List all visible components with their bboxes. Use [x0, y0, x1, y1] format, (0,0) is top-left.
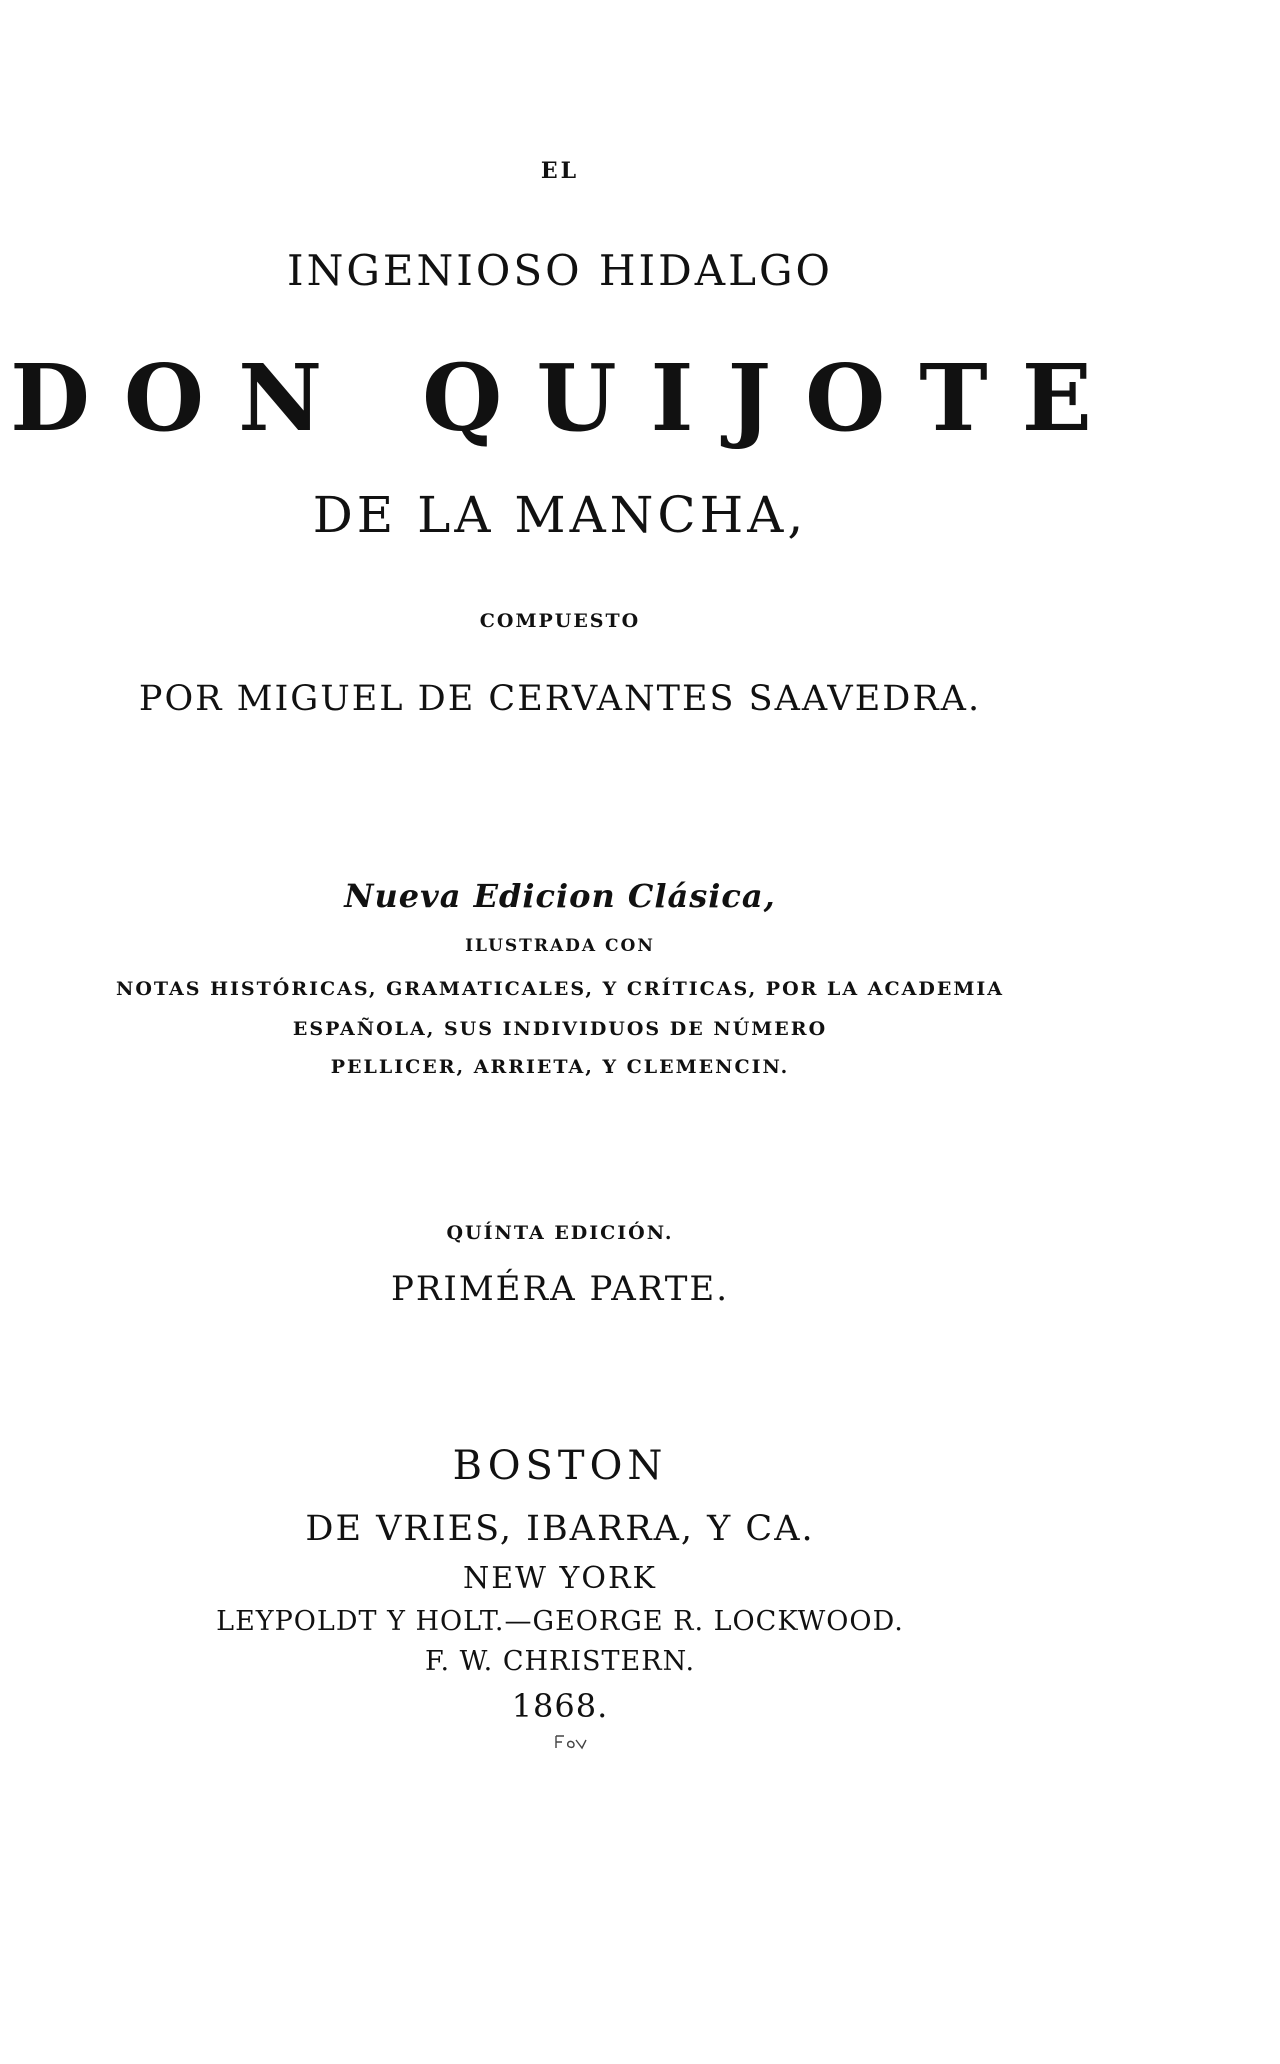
city-boston: BOSTON	[452, 1443, 668, 1489]
co-publishers-line: LEYPOLDT Y HOLT.—GEORGE R. LOCKWOOD.	[216, 1606, 904, 1637]
compuesto-label: COMPUESTO	[479, 610, 641, 632]
main-title-don-quijote: DON QUIJOTE	[10, 344, 1126, 452]
edition-number: QUÍNTA EDICIÓN.	[446, 1222, 674, 1244]
ilustrada-label: ILUSTRADA CON	[465, 936, 655, 956]
publication-year: 1868.	[511, 1687, 609, 1725]
notes-line-3: PELLICER, ARRIETA, Y CLEMENCIN.	[330, 1056, 790, 1078]
handwritten-mark-icon	[552, 1732, 592, 1752]
city-new-york: NEW YORK	[463, 1561, 657, 1596]
publisher-line: DE VRIES, IBARRA, Y CA.	[305, 1509, 815, 1549]
author-line: POR MIGUEL DE CERVANTES SAAVEDRA.	[138, 679, 982, 719]
subtitle-de-la-mancha: DE LA MANCHA,	[312, 486, 808, 544]
notes-line-1: NOTAS HISTÓRICAS, GRAMATICALES, Y CRÍTICAS, POR LA ACADEMIA	[116, 978, 1004, 1000]
christern-line: F. W. CHRISTERN.	[424, 1646, 696, 1677]
part-title: PRIMÉRA PARTE.	[390, 1269, 730, 1309]
notes-line-2: ESPAÑOLA, SUS INDIVIDUOS DE NÚMERO	[292, 1018, 828, 1040]
edition-name: Nueva Edicion Clásica,	[344, 877, 776, 915]
article-el: EL	[540, 158, 580, 184]
subtitle-ingenioso-hidalgo: INGENIOSO HIDALGO	[287, 246, 833, 295]
